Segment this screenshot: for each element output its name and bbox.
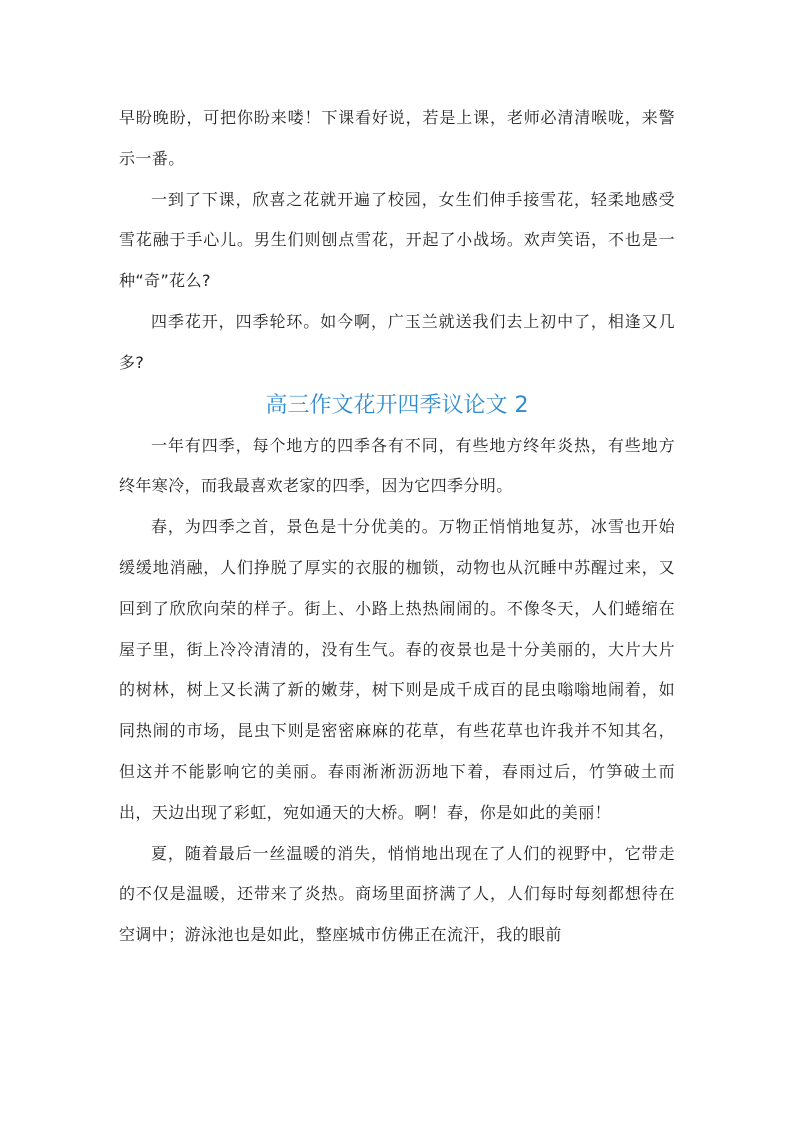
paragraph-continuation: 早盼晚盼，可把你盼来喽！下课看好说，若是上课，老师必清清喉咙，来警示一番。 [119, 108, 675, 168]
paragraph: 春，为四季之首，景色是十分优美的。万物正悄悄地复苏，冰雪也开始缓缓地消融，人们挣脱了厚实的衣服的枷锁，动物也从沉睡中苏醒过来，又回到了欣欣向荣的样子。街上、小路上热热闹闹的。不像冬天，人们蜷缩在屋子里，街上冷冷清清的，没有生气。春的夜景也是十分美丽的，大片大片的树林，树上又长满了新的嫩芽，树下则是成千成百的昆虫嗡嗡地闹着，如同热闹的市场，昆虫下则是密密麻麻的花草，有些花草也许我并不知其名，但这并不能影响它的美丽。春雨淅淅沥沥地下着，春雨过后，竹笋破土而出，天边出现了彩虹，宛如通天的大桥。啊！春，你是如此的美丽！ [119, 517, 675, 822]
paragraph: 四季花开，四季轮环。如今啊，广玉兰就送我们去上初中了，相逢又几多? [119, 311, 675, 372]
paragraph: 一年有四季，每个地方的四季各有不同，有些地方终年炎热，有些地方终年寒冷，而我最喜欢老家的四季，因为它四季分明。 [119, 435, 675, 496]
paragraph: 一到了下课，欣喜之花就开遍了校园，女生们伸手接雪花，轻柔地感受雪花融于手心儿。男生们则刨点雪花，开起了小战场。欢声笑语，不也是一种“奇”花么? [119, 189, 675, 291]
document-page [119, 100, 675, 956]
paragraph: 夏，随着最后一丝温暖的消失，悄悄地出现在了人们的视野中，它带走的不仅是温暖，还带来了炎热。商场里面挤满了人，人们每时每刻都想待在空调中；游泳池也是如此，整座城市仿佛正在流汗，我的眼前 [119, 843, 675, 945]
section-title: 高三作文花开四季议论文 2 [265, 392, 529, 418]
